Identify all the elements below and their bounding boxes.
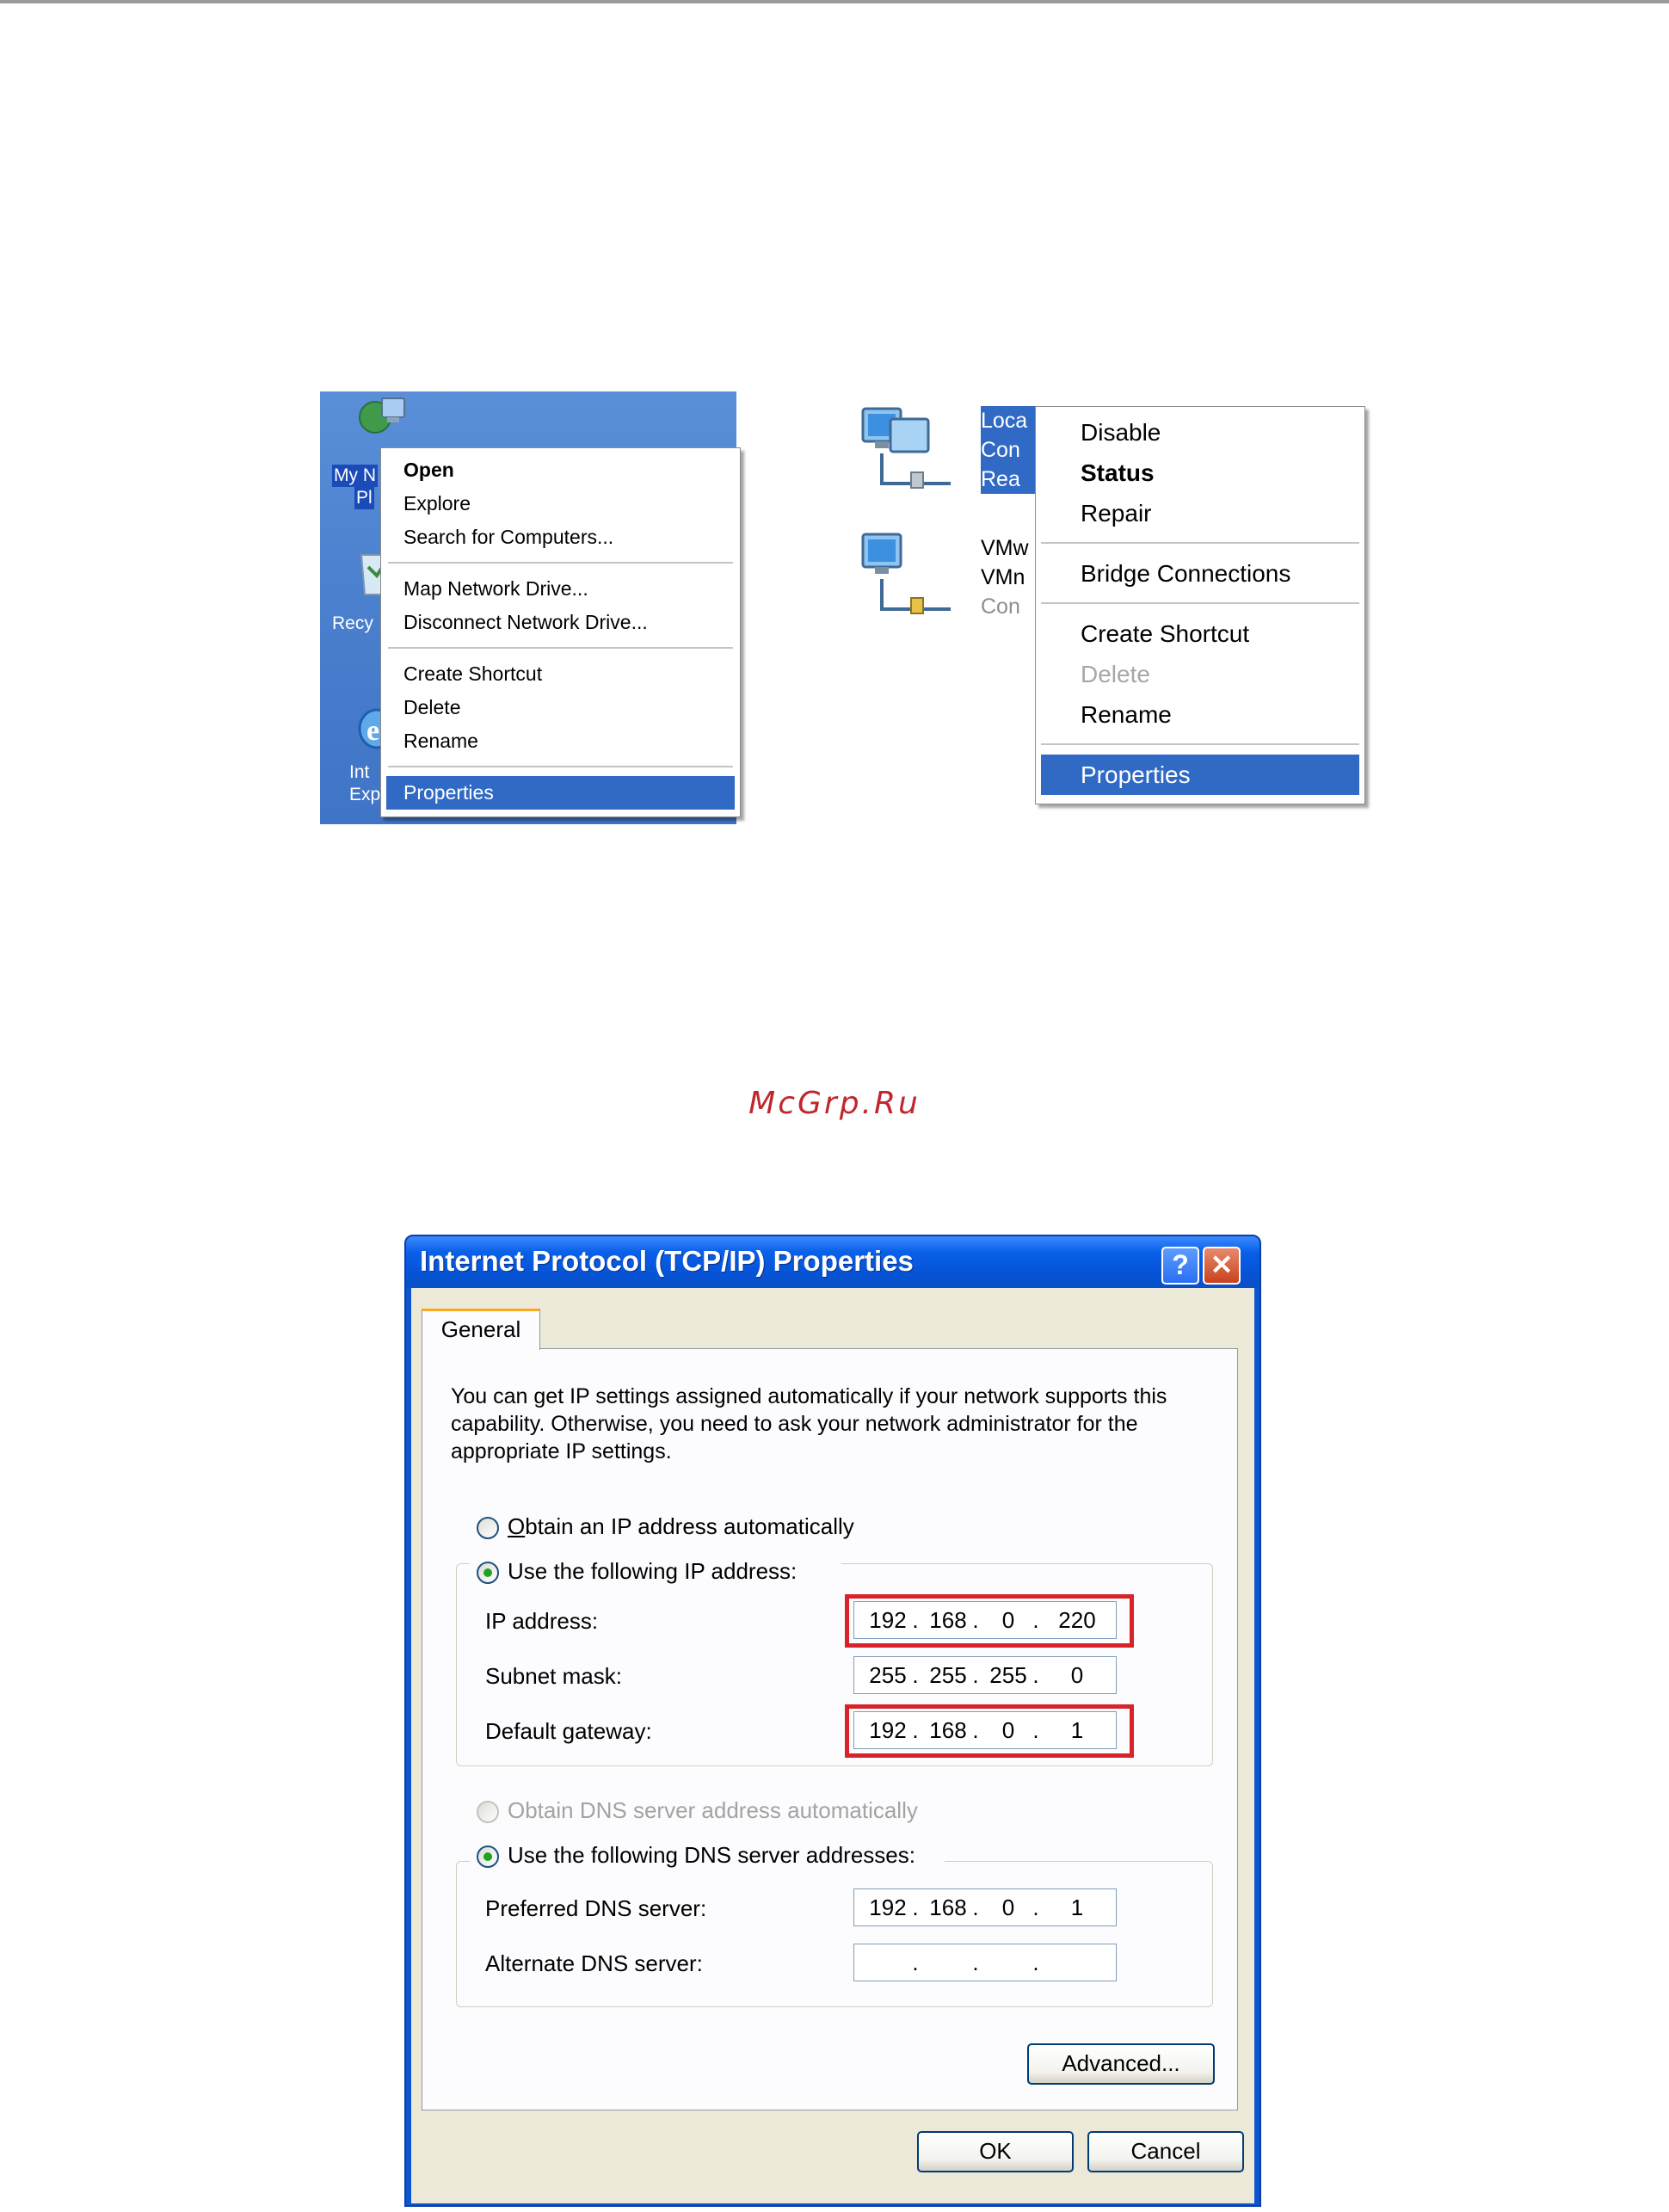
gateway-highlight-box bbox=[845, 1704, 1134, 1758]
menu-separator bbox=[1041, 743, 1359, 746]
ip-dot: . bbox=[1032, 1950, 1039, 1975]
ip-auto-label[interactable]: Obtain an IP address automatically bbox=[508, 1513, 854, 1539]
ip-octet: 0 bbox=[1001, 1895, 1015, 1920]
connection-local-area-device: Rea bbox=[981, 465, 1196, 494]
ip-octet: 255 bbox=[869, 1662, 907, 1688]
ip-dot: . bbox=[912, 1895, 919, 1920]
ip-dot: . bbox=[912, 1717, 919, 1743]
ip-octet: 168 bbox=[929, 1717, 967, 1743]
svg-text:e: e bbox=[366, 715, 380, 747]
desktop-label-my-network[interactable]: My N bbox=[334, 465, 376, 485]
ip-dot: . bbox=[912, 1662, 919, 1688]
menu-item-create-shortcut[interactable]: Create Shortcut bbox=[403, 662, 543, 685]
connection-local-area-status: Con bbox=[981, 435, 1196, 465]
menu-item-rename[interactable]: Rename bbox=[403, 730, 478, 752]
menu-item-status[interactable]: Status bbox=[1081, 459, 1155, 486]
menu-item-map-network-drive[interactable]: Map Network Drive... bbox=[403, 577, 588, 600]
connection-vmware-name[interactable]: VMw bbox=[981, 536, 1029, 560]
ip-manual-label[interactable]: Use the following IP address: bbox=[508, 1558, 798, 1584]
connection-vmware-device bbox=[981, 592, 1020, 621]
ip-dot: . bbox=[912, 1607, 919, 1633]
menu-item-open[interactable]: Open bbox=[403, 459, 454, 481]
menu-item-disconnect-network-drive[interactable]: Disconnect Network Drive... bbox=[403, 611, 648, 633]
ip-dot: . bbox=[1032, 1662, 1039, 1688]
dialog-title: Internet Protocol (TCP/IP) Properties bbox=[420, 1245, 914, 1277]
ip-dot: . bbox=[1032, 1717, 1039, 1743]
ip-dot: . bbox=[1032, 1895, 1039, 1920]
ip-octet: 192 bbox=[869, 1717, 907, 1743]
desktop-label-explorer: Exp bbox=[349, 785, 381, 804]
dns-auto-radio bbox=[477, 1801, 499, 1823]
description-text: You can get IP settings assigned automatically if your network supports this capability. Otherwise, you need to ask your network administrator for the appropriate IP settings. bbox=[451, 1384, 1167, 1463]
connection-local-area-name[interactable]: Loca bbox=[981, 406, 1196, 435]
menu-item-properties[interactable]: Properties bbox=[386, 776, 735, 810]
tcpip-properties-dialog bbox=[404, 1235, 1261, 2207]
menu-separator bbox=[388, 562, 733, 564]
ip-dot: . bbox=[972, 1717, 979, 1743]
menu-separator bbox=[1041, 542, 1359, 545]
advanced-button[interactable]: Advanced... bbox=[1027, 2043, 1215, 2085]
dns-manual-radio[interactable] bbox=[477, 1845, 499, 1868]
help-button[interactable]: ? bbox=[1161, 1247, 1199, 1285]
ip-auto-label-text: btain an IP address automatically bbox=[525, 1513, 854, 1539]
ip-octet: 192 bbox=[869, 1895, 907, 1920]
network-connection-icon bbox=[856, 402, 951, 496]
menu-item-explore[interactable]: Explore bbox=[403, 492, 471, 514]
ip-octet: 168 bbox=[929, 1895, 967, 1920]
menu-item-repair[interactable]: Repair bbox=[1081, 500, 1152, 527]
menu-item-bridge-connections[interactable]: Bridge Connections bbox=[1081, 560, 1291, 587]
close-button[interactable]: ✕ bbox=[1203, 1247, 1241, 1285]
desktop-context-menu bbox=[380, 447, 741, 817]
menu-item-create-shortcut[interactable]: Create Shortcut bbox=[1081, 620, 1250, 647]
watermark: McGrp.Ru bbox=[748, 1086, 921, 1121]
ip-octet: 168 bbox=[929, 1607, 967, 1633]
top-rule bbox=[0, 0, 1669, 3]
menu-item-delete[interactable]: Delete bbox=[403, 696, 461, 718]
menu-item-delete: Delete bbox=[1081, 661, 1150, 687]
ip-octet: 0 bbox=[1001, 1717, 1015, 1743]
cancel-button[interactable]: Cancel bbox=[1087, 2131, 1244, 2172]
preferred-dns-field[interactable] bbox=[853, 1889, 1117, 1926]
menu-separator bbox=[388, 766, 733, 768]
subnet-mask-field[interactable] bbox=[853, 1656, 1117, 1694]
network-places-icon bbox=[358, 391, 410, 443]
network-context-menu bbox=[1035, 406, 1365, 804]
connection-vmware-status: VMn bbox=[981, 565, 1025, 589]
ip-dot: . bbox=[972, 1950, 979, 1975]
alternate-dns-field[interactable] bbox=[853, 1944, 1117, 1981]
dns-settings-group bbox=[456, 1861, 1213, 2007]
title-bar[interactable] bbox=[406, 1236, 1259, 1288]
ip-dot: . bbox=[912, 1950, 919, 1975]
ip-octet: 1 bbox=[1070, 1717, 1084, 1743]
ip-dot: . bbox=[972, 1662, 979, 1688]
menu-item-rename[interactable]: Rename bbox=[1081, 701, 1172, 728]
ip-octet: 255 bbox=[989, 1662, 1027, 1688]
tab-general[interactable]: General bbox=[422, 1309, 540, 1350]
ip-address-highlight-box bbox=[845, 1594, 1134, 1648]
default-gateway-label: Default gateway: bbox=[485, 1718, 652, 1744]
ip-octet: 192 bbox=[869, 1607, 907, 1633]
alternate-dns-label: Alternate DNS server: bbox=[485, 1950, 703, 1976]
dns-manual-label[interactable]: Use the following DNS server addresses: bbox=[508, 1842, 915, 1868]
ip-dot: . bbox=[1032, 1607, 1039, 1633]
ip-dot: . bbox=[972, 1607, 979, 1633]
ip-manual-radio[interactable] bbox=[477, 1562, 499, 1584]
ok-button[interactable]: OK bbox=[917, 2131, 1074, 2172]
connection-vmware-device-text: Con bbox=[981, 595, 1020, 619]
desktop-label-recycle-bin[interactable]: Recy bbox=[332, 613, 373, 633]
ip-dot: . bbox=[972, 1895, 979, 1920]
desktop-label-places: Pl bbox=[356, 488, 373, 508]
ip-octet: 220 bbox=[1058, 1607, 1096, 1633]
preferred-dns-label: Preferred DNS server: bbox=[485, 1895, 707, 1921]
menu-item-search-computers[interactable]: Search for Computers... bbox=[403, 526, 614, 548]
ip-octet: 1 bbox=[1070, 1895, 1084, 1920]
ip-octet: 0 bbox=[1070, 1662, 1084, 1688]
ip-address-label: IP address: bbox=[485, 1608, 599, 1634]
menu-separator bbox=[388, 647, 733, 650]
menu-separator bbox=[1041, 602, 1359, 605]
ip-octet: 0 bbox=[1001, 1607, 1015, 1633]
menu-item-properties[interactable]: Properties bbox=[1041, 755, 1359, 795]
network-connection-icon bbox=[856, 527, 951, 622]
desktop-label-internet[interactable]: Int bbox=[349, 762, 370, 782]
dns-auto-label: Obtain DNS server address automatically bbox=[508, 1797, 918, 1823]
ip-auto-radio[interactable] bbox=[477, 1517, 499, 1539]
ip-octet: 255 bbox=[929, 1662, 967, 1688]
subnet-mask-label: Subnet mask: bbox=[485, 1663, 622, 1689]
menu-item-disable[interactable]: Disable bbox=[1081, 419, 1161, 446]
